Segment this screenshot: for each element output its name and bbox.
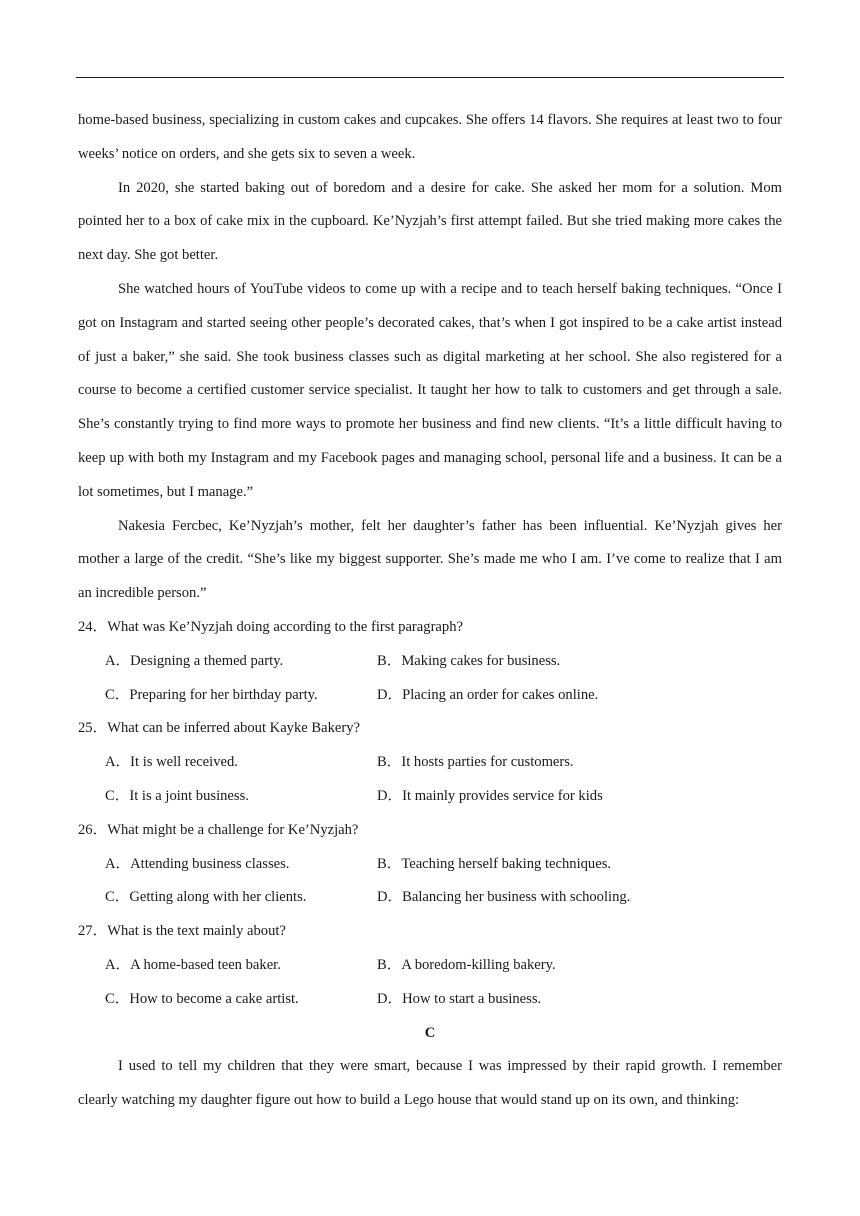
option-a: A．It is well received. [105, 754, 238, 771]
option-d: D．It mainly provides service for kids [377, 787, 603, 804]
passage-paragraph: In 2020, she started baking out of boredom and a desire for cake. She asked her mom for a solution. Mom pointed her to a box of cake mix in the cupboard. Ke’Nyzjah’s first attempt failed. But she tried making more cakes the next day. She got better. [78, 179, 782, 264]
passage-paragraph: I used to tell my children that they were smart, because I was impressed by their rapid growth. I remember clearly watching my daughter figure out how to build a Lego house that would stand up on its own, and thinking: [78, 1058, 782, 1109]
option-b: B．Teaching herself baking techniques. [377, 855, 612, 872]
option-c: C．Preparing for her birthday party. [105, 686, 318, 703]
option-a: A．A home-based teen baker. [105, 956, 281, 973]
option-c: C．It is a joint business. [105, 787, 249, 804]
question-26 [78, 814, 782, 915]
question-stem: 24．What was Ke’Nyzjah doing according to the first paragraph? [78, 618, 463, 635]
section-heading: C [424, 1024, 436, 1041]
option-d: D．Balancing her business with schooling. [377, 889, 631, 906]
option-c: C．Getting along with her clients. [105, 889, 307, 906]
option-b: B．Making cakes for business. [377, 652, 561, 669]
question-stem: 26．What might be a challenge for Ke’Nyzjah? [78, 821, 359, 838]
option-b: B．It hosts parties for customers. [377, 754, 574, 771]
option-d: D．Placing an order for cakes online. [377, 686, 599, 703]
option-a: A．Attending business classes. [105, 855, 290, 872]
passage-paragraph: Nakesia Fercbec, Ke’Nyzjah’s mother, felt her daughter’s father has been influential. Ke’Nyzjah gives her mother a large of the credit. “She’s like my biggest supporter. She’s made me who I am. I’ve come to realize that I am an incredible person.” [78, 517, 782, 602]
answer-options [78, 848, 782, 916]
answer-options [78, 949, 782, 1017]
document-page [78, 104, 782, 1118]
passage-paragraph: home-based business, specializing in custom cakes and cupcakes. She offers 14 flavors. She requires at least two to four weeks’ notice on orders, and she gets six to seven a week. [78, 112, 782, 162]
answer-options [78, 645, 782, 713]
passage-paragraph: She watched hours of YouTube videos to come up with a recipe and to teach herself baking techniques. “Once I got on Instagram and started seeing other people’s decorated cakes, that’s when I got inspired to be a cake artist instead of just a baker,” she said. She took business classes such as digital marketing at her school. She also registered for a course to become a certified customer service specialist. It taught her how to talk to customers and get through a sale. She’s constantly trying to find more ways to promote her business and find new clients. “It’s a little difficult having to keep up with both my Instagram and my Facebook pages and managing school, personal life and a business. It can be a lot sometimes, but I manage.” [78, 280, 782, 500]
option-d: D．How to start a business. [377, 990, 542, 1007]
question-stem: 25．What can be inferred about Kayke Bakery? [78, 720, 361, 737]
header-rule [76, 77, 784, 78]
question-25 [78, 712, 782, 813]
question-stem: 27．What is the text mainly about? [78, 923, 286, 940]
option-b: B．A boredom-killing bakery. [377, 956, 556, 973]
option-c: C．How to become a cake artist. [105, 990, 299, 1007]
option-a: A．Designing a themed party. [105, 652, 284, 669]
question-24 [78, 611, 782, 712]
question-27 [78, 915, 782, 1016]
answer-options [78, 746, 782, 814]
